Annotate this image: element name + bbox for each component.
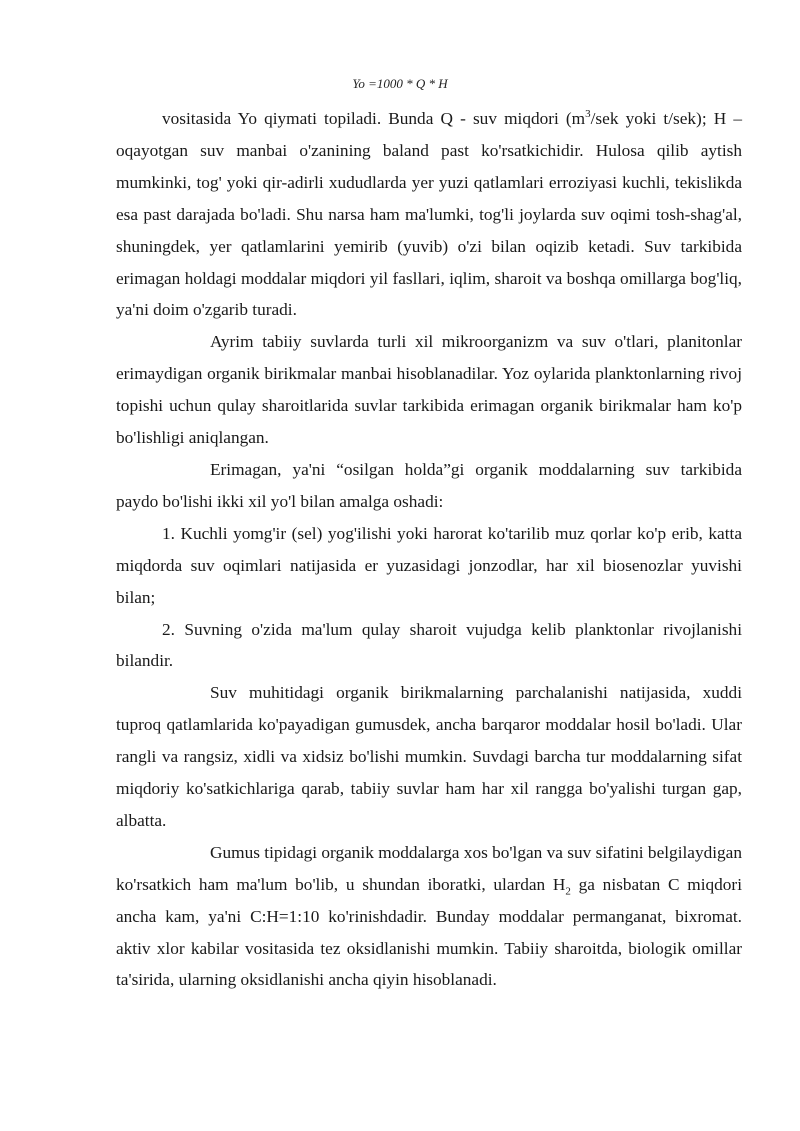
paragraph-1 [116, 103, 742, 326]
paragraph-7 [116, 837, 742, 997]
paragraph-4: 1. Kuchli yomg'ir (sel) yog'ilishi yoki harorat ko'tarilib muz qorlar ko'p erib, katta miqdorda suv oqimlari natijasida er yuzasidagi jonzodlar, har xil biosenozlar yuvishi bilan; [116, 523, 742, 607]
paragraph-1-part-b: /sek yoki t/sek); H – oqayotgan suv manbai o'zanining baland past ko'rsatkichidir. Hulosa qilib aytish mumkinki, tog' yoki qir-adirli xududlarda yer yuzi qatlamlari erroziyasi kuchli, tekislikda esa past darajada bo'ladi. Shu narsa ham ma'lumki, tog'li joylarda suv oqimi tosh-shag'al, shuningdek, yer qatlamlarini yemirib (yuvib) o'zi bilan oqizib ketadi. Suv tarkibida erimagan holdagi moddalar miqdori yil fasllari, iqlim, sharoit va boshqa omillarga bog'liq, ya'ni doim o'zgarib turadi. [116, 109, 742, 320]
subscript-2: 2 [565, 885, 571, 898]
superscript-3: 3 [585, 108, 591, 121]
paragraph-7-part-a: Gumus tipidagi organik moddalarga xos bo'lgan va suv sifatini belgilaydigan ko'rsatkich ham ma'lum bo'lib, u shundan iboratki, ulardan H [116, 842, 742, 894]
paragraph-5: 2. Suvning o'zida ma'lum qulay sharoit vujudga kelib planktonlar rivojlanishi bilandir. [116, 619, 742, 671]
paragraph-1-part-a: vositasida Yo qiymati topiladi. Bunda Q - suv miqdori (m [162, 109, 586, 128]
paragraph-6: Suv muhitidagi organik birikmalarning parchalanishi natijasida, xuddi tuproq qatlamlarida ko'payadigan gumusdek, ancha barqaror moddalar hosil bo'ladi. Ular rangli va rangsiz, xidli va xidsiz bo'lishi mumkin. Suvdagi barcha tur moddalarning sifat miqdoriy ko'satkichlariga qarab, tabiiy suvlar ham har xil rangga bo'yalishi turgan gap, albatta. [116, 683, 742, 830]
body-text [116, 103, 742, 996]
paragraph-3: Erimagan, ya'ni “osilgan holda”gi organik moddalarning suv tarkibida paydo bo'lishi ikki xil yo'l bilan amalga oshadi: [116, 459, 742, 511]
paragraph-2: Ayrim tabiiy suvlarda turli xil mikroorganizm va suv o'tlari, planitonlar erimaydigan organik birikmalar manbai hisoblanadilar. Yoz oylarida planktonlarning rivoj topishi uchun qulay sharoitlarida suvlar tarkibida erimagan organik birikmalar ham ko'p bo'lishligi aniqlangan. [116, 332, 742, 448]
formula: Yo =1000 * Q * H [352, 76, 448, 91]
paragraph-7-part-b: ga nisbatan C miqdori ancha kam, ya'ni C:H=1:10 ko'rinishdadir. Bunday moddalar permanganat, bixromat. aktiv xlor kabilar vositasida tez oksidlanishi mumkin. Tabiiy sharoitda, biologik omillar ta'sirida, ularning oksidlanishi ancha qiyin hisoblanadi. [116, 874, 742, 990]
